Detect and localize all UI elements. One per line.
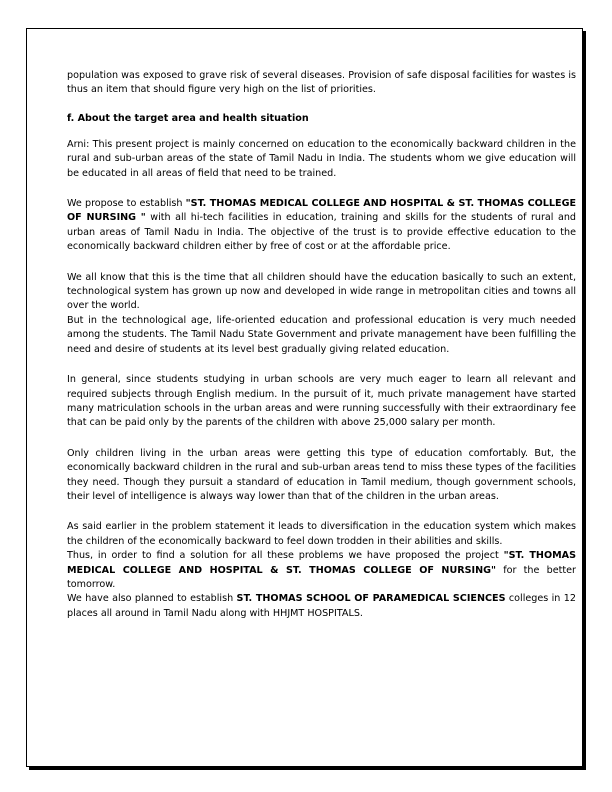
paragraph-diversification: As said earlier in the problem statement it leads to diversification in the education system which makes the children of the economically backward to feel down trodden in their abilities and skills. bbox=[67, 521, 576, 547]
paragraph-professional-education: But in the technological age, life-oriented education and professional education is very much needed among the students. The Tamil Nadu State Government and private management have been fulfilling the need and desire of students at its level best gradually giving related education. bbox=[67, 314, 576, 355]
paragraph-proposal bbox=[67, 197, 576, 255]
proposal-body: with all hi-tech facilities in education, training and skills for the students of rural and urban areas of Tamil Nadu in India. The objective of the trust is to provide effective education to the economically backward children either by free of cost or at the affordable price. bbox=[67, 212, 576, 253]
college-name-bold: "ST. THOMAS MEDICAL COLLEGE AND HOSPITAL & ST. THOMAS COLLEGE OF NURSING " bbox=[67, 198, 576, 224]
paramedical-school-bold: ST. THOMAS SCHOOL OF PARAMEDICAL SCIENCES bbox=[236, 593, 506, 605]
section-heading: f. About the target area and health situation bbox=[67, 112, 309, 124]
paragraph-diseases: population was exposed to grave risk of several diseases. Provision of safe disposal facilities for wastes is thus an item that should figure very high on the list of priorities. bbox=[67, 70, 576, 96]
solution-intro: Thus, in order to find a solution for all these problems we have proposed the project bbox=[67, 550, 504, 562]
paramedical-intro: We have also planned to establish bbox=[67, 593, 237, 605]
document-body bbox=[67, 69, 576, 621]
paragraph-urban-schools: In general, since students studying in urban schools are very much eager to learn all relevant and required subjects through English medium. In the pursuit of it, much private management have started many matriculation schools in the urban areas and were running successfully with their extraordinary fee that can be paid only by the parents of the children with above 25,000 salary per month. bbox=[67, 374, 576, 429]
paragraph-arni: Arni: This present project is mainly concerned on education to the economically backward children in the rural and sub-urban areas of the state of Tamil Nadu in India. The students whom we give education will be educated in all areas of field that need to be trained. bbox=[67, 138, 576, 179]
solution-end: for the better tomorrow. bbox=[67, 564, 576, 590]
proposal-intro: We propose to establish bbox=[67, 198, 186, 210]
paragraph-solution bbox=[67, 549, 576, 592]
paragraph-paramedical bbox=[67, 592, 576, 621]
paragraph-technology: We all know that this is the time that all children should have the education basically to such an extent, technological system has grown up now and developed in wide range in metropolitan cities and towns all over the world. bbox=[67, 271, 576, 312]
paramedical-end: colleges in 12 places all around in Tamil Nadu along with HHJMT HOSPITALS. bbox=[67, 593, 576, 619]
project-name-bold: "ST. THOMAS MEDICAL COLLEGE AND HOSPITAL & ST. THOMAS COLLEGE OF NURSING" bbox=[67, 550, 576, 576]
paragraph-rural-children: Only children living in the urban areas were getting this type of education comfortably. But, the economically backward children in the rural and sub-urban areas tend to miss these types of the facilities they need. Though they pursuit a standard of education in Tamil medium, though government schools, their level of intelligence is always way lower than that of the children in the urban areas. bbox=[67, 447, 576, 502]
